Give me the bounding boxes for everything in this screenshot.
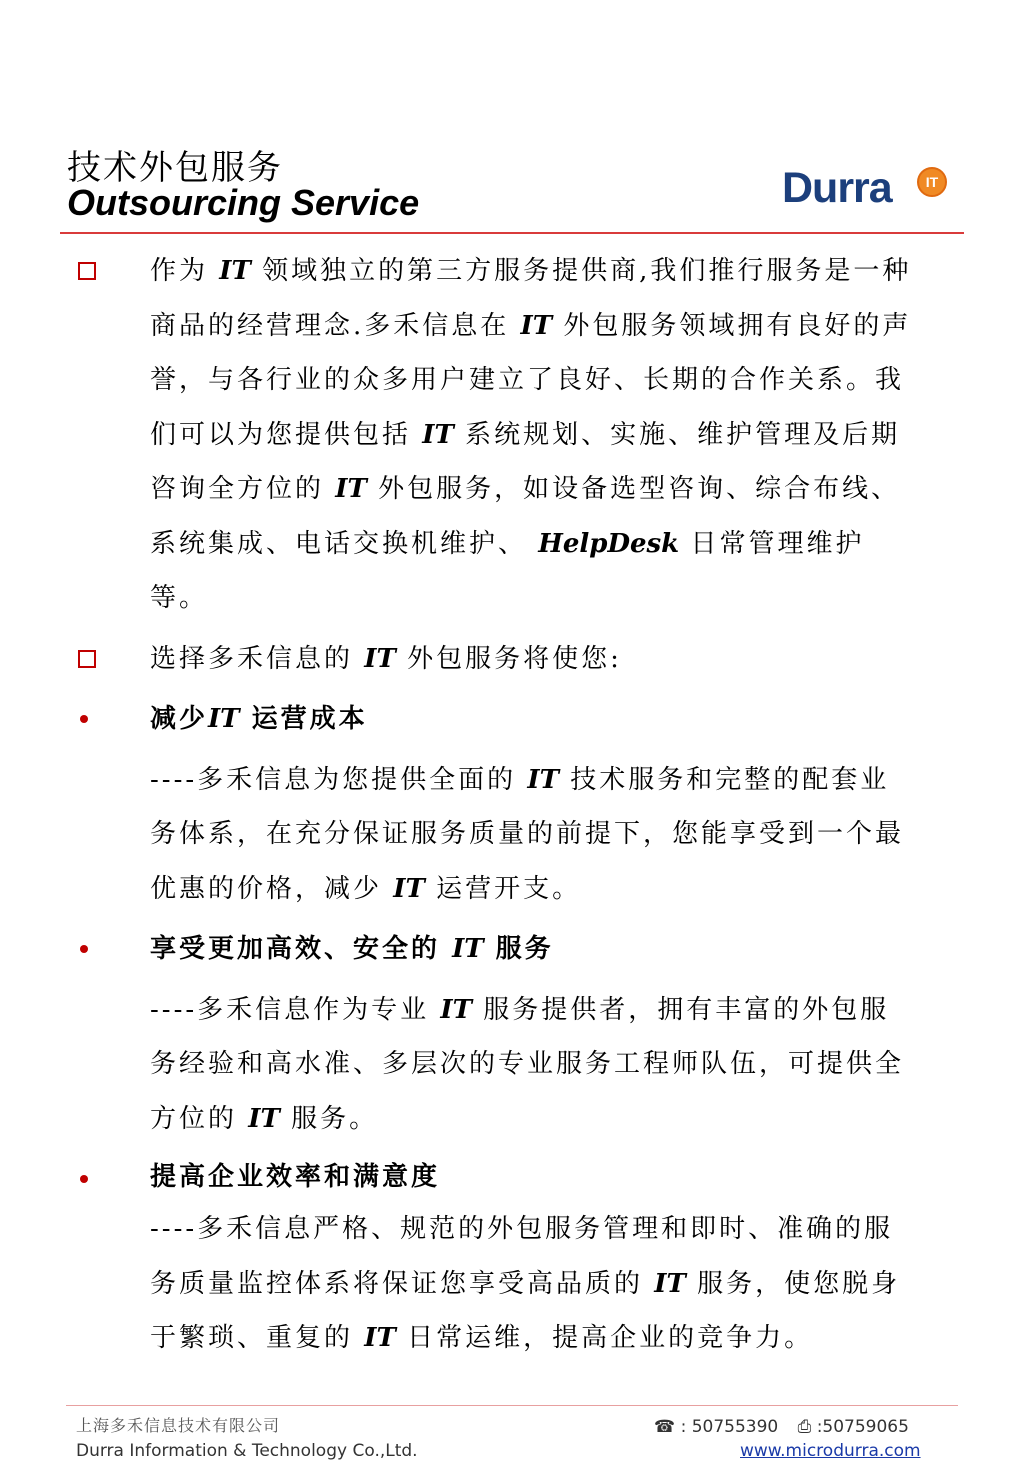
text-run: 系统规划、实施、维护管理及后期咨询全方位的 [150,419,901,504]
benefit-heading [0,922,1024,977]
benefit-body [0,983,1024,1147]
durra-it-logo [782,164,957,212]
it-term: IT [248,1103,280,1134]
choose-paragraph [0,632,1024,687]
it-badge-icon [917,167,951,201]
main-content [0,244,1024,1366]
text-run: 提高企业效率和满意度 [150,1162,441,1192]
it-term: IT [335,474,367,504]
intro-paragraph [0,244,1024,626]
it-term: IT [422,419,454,450]
website-link[interactable]: www.microdurra.com [740,1441,921,1461]
header-divider [60,232,964,234]
text-run: 运营成本 [251,704,368,734]
fax-icon: ⎙ [797,1417,812,1437]
footer-company-cn: 上海多禾信息技术有限公司 [76,1416,281,1435]
it-term: IT [393,873,425,904]
footer-contact [654,1416,954,1438]
text-run: 选择多禾信息的 [150,643,354,674]
text-run: 享受更加高效、安全的 [150,934,441,964]
bullet-dot-icon [80,1175,88,1183]
phone-number: : 50755390 [680,1417,779,1437]
benefit-heading [0,692,1024,747]
text-run: 服务 [495,934,554,964]
square-bullet-icon [78,650,96,668]
page-title-cn: 技术外包服务 [67,148,283,188]
text-run: 服务。 [291,1103,379,1134]
text-run: 外包服务领域拥有良好的声誉，与各行业的众多用户建立了良好、长期的合作关系。我们可以为您提供包括 [150,310,912,450]
it-badge-text: IT [925,174,939,190]
text-run: ----多禾信息为您提供全面的 [150,764,517,795]
text-run: 服务，使您脱身于繁琐、重复的 [150,1268,901,1353]
helpdesk-term: HelpDesk [538,528,680,559]
it-term: IT [654,1268,686,1299]
text-run: 作为 [150,256,209,286]
it-term: IT [452,934,484,964]
text-run: 领域独立的第三方服务提供商,我们推行服务是一种商品的经营理念.多禾信息在 [150,256,912,341]
it-term: IT [364,643,396,674]
text-run: 日常管理维护等。 [150,528,865,613]
bullet-dot-icon [80,945,88,953]
square-bullet-icon [78,262,96,280]
phone-icon: ☎ [654,1417,676,1437]
benefit-body [0,753,1024,917]
it-term: IT [520,310,553,341]
it-term: IT [440,994,472,1025]
text-run: 技术服务和完整的配套业务体系，在充分保证服务质量的前提下，您能享受到一个最优惠的价格，减少 [150,764,905,904]
text-run: 服务提供者，拥有丰富的外包服务经验和高水准、多层次的专业服务工程师队伍，可提供全方位的 [150,994,905,1134]
text-run: ----多禾信息严格、规范的外包服务管理和即时、准确的服务质量监控体系将保证您享受高品质的 [150,1214,894,1299]
bullet-dot-icon [80,715,88,723]
text-run: 减少 [150,704,209,734]
footer-company-en: Durra Information & Technology Co.,Ltd. [76,1441,418,1461]
text-run: 外包服务将使您: [407,643,622,674]
benefit-heading [0,1152,1024,1202]
text-run: 日常运维，提高企业的竞争力。 [407,1323,814,1353]
text-run: 外包服务，如设备选型咨询、综合布线、系统集成、电话交换机维护、 [150,474,901,559]
it-term: IT [208,704,240,734]
it-term: IT [219,256,251,286]
logo-wordmark: Durra [782,164,892,212]
footer-divider [66,1405,958,1406]
page-title-en: Outsourcing Service [67,182,420,223]
text-run: 运营开支。 [436,873,582,904]
benefit-body [0,1202,1024,1366]
it-term: IT [364,1323,396,1353]
text-run: ----多禾信息作为专业 [150,994,430,1025]
fax-number: :50759065 [816,1417,909,1437]
it-term: IT [527,764,559,795]
